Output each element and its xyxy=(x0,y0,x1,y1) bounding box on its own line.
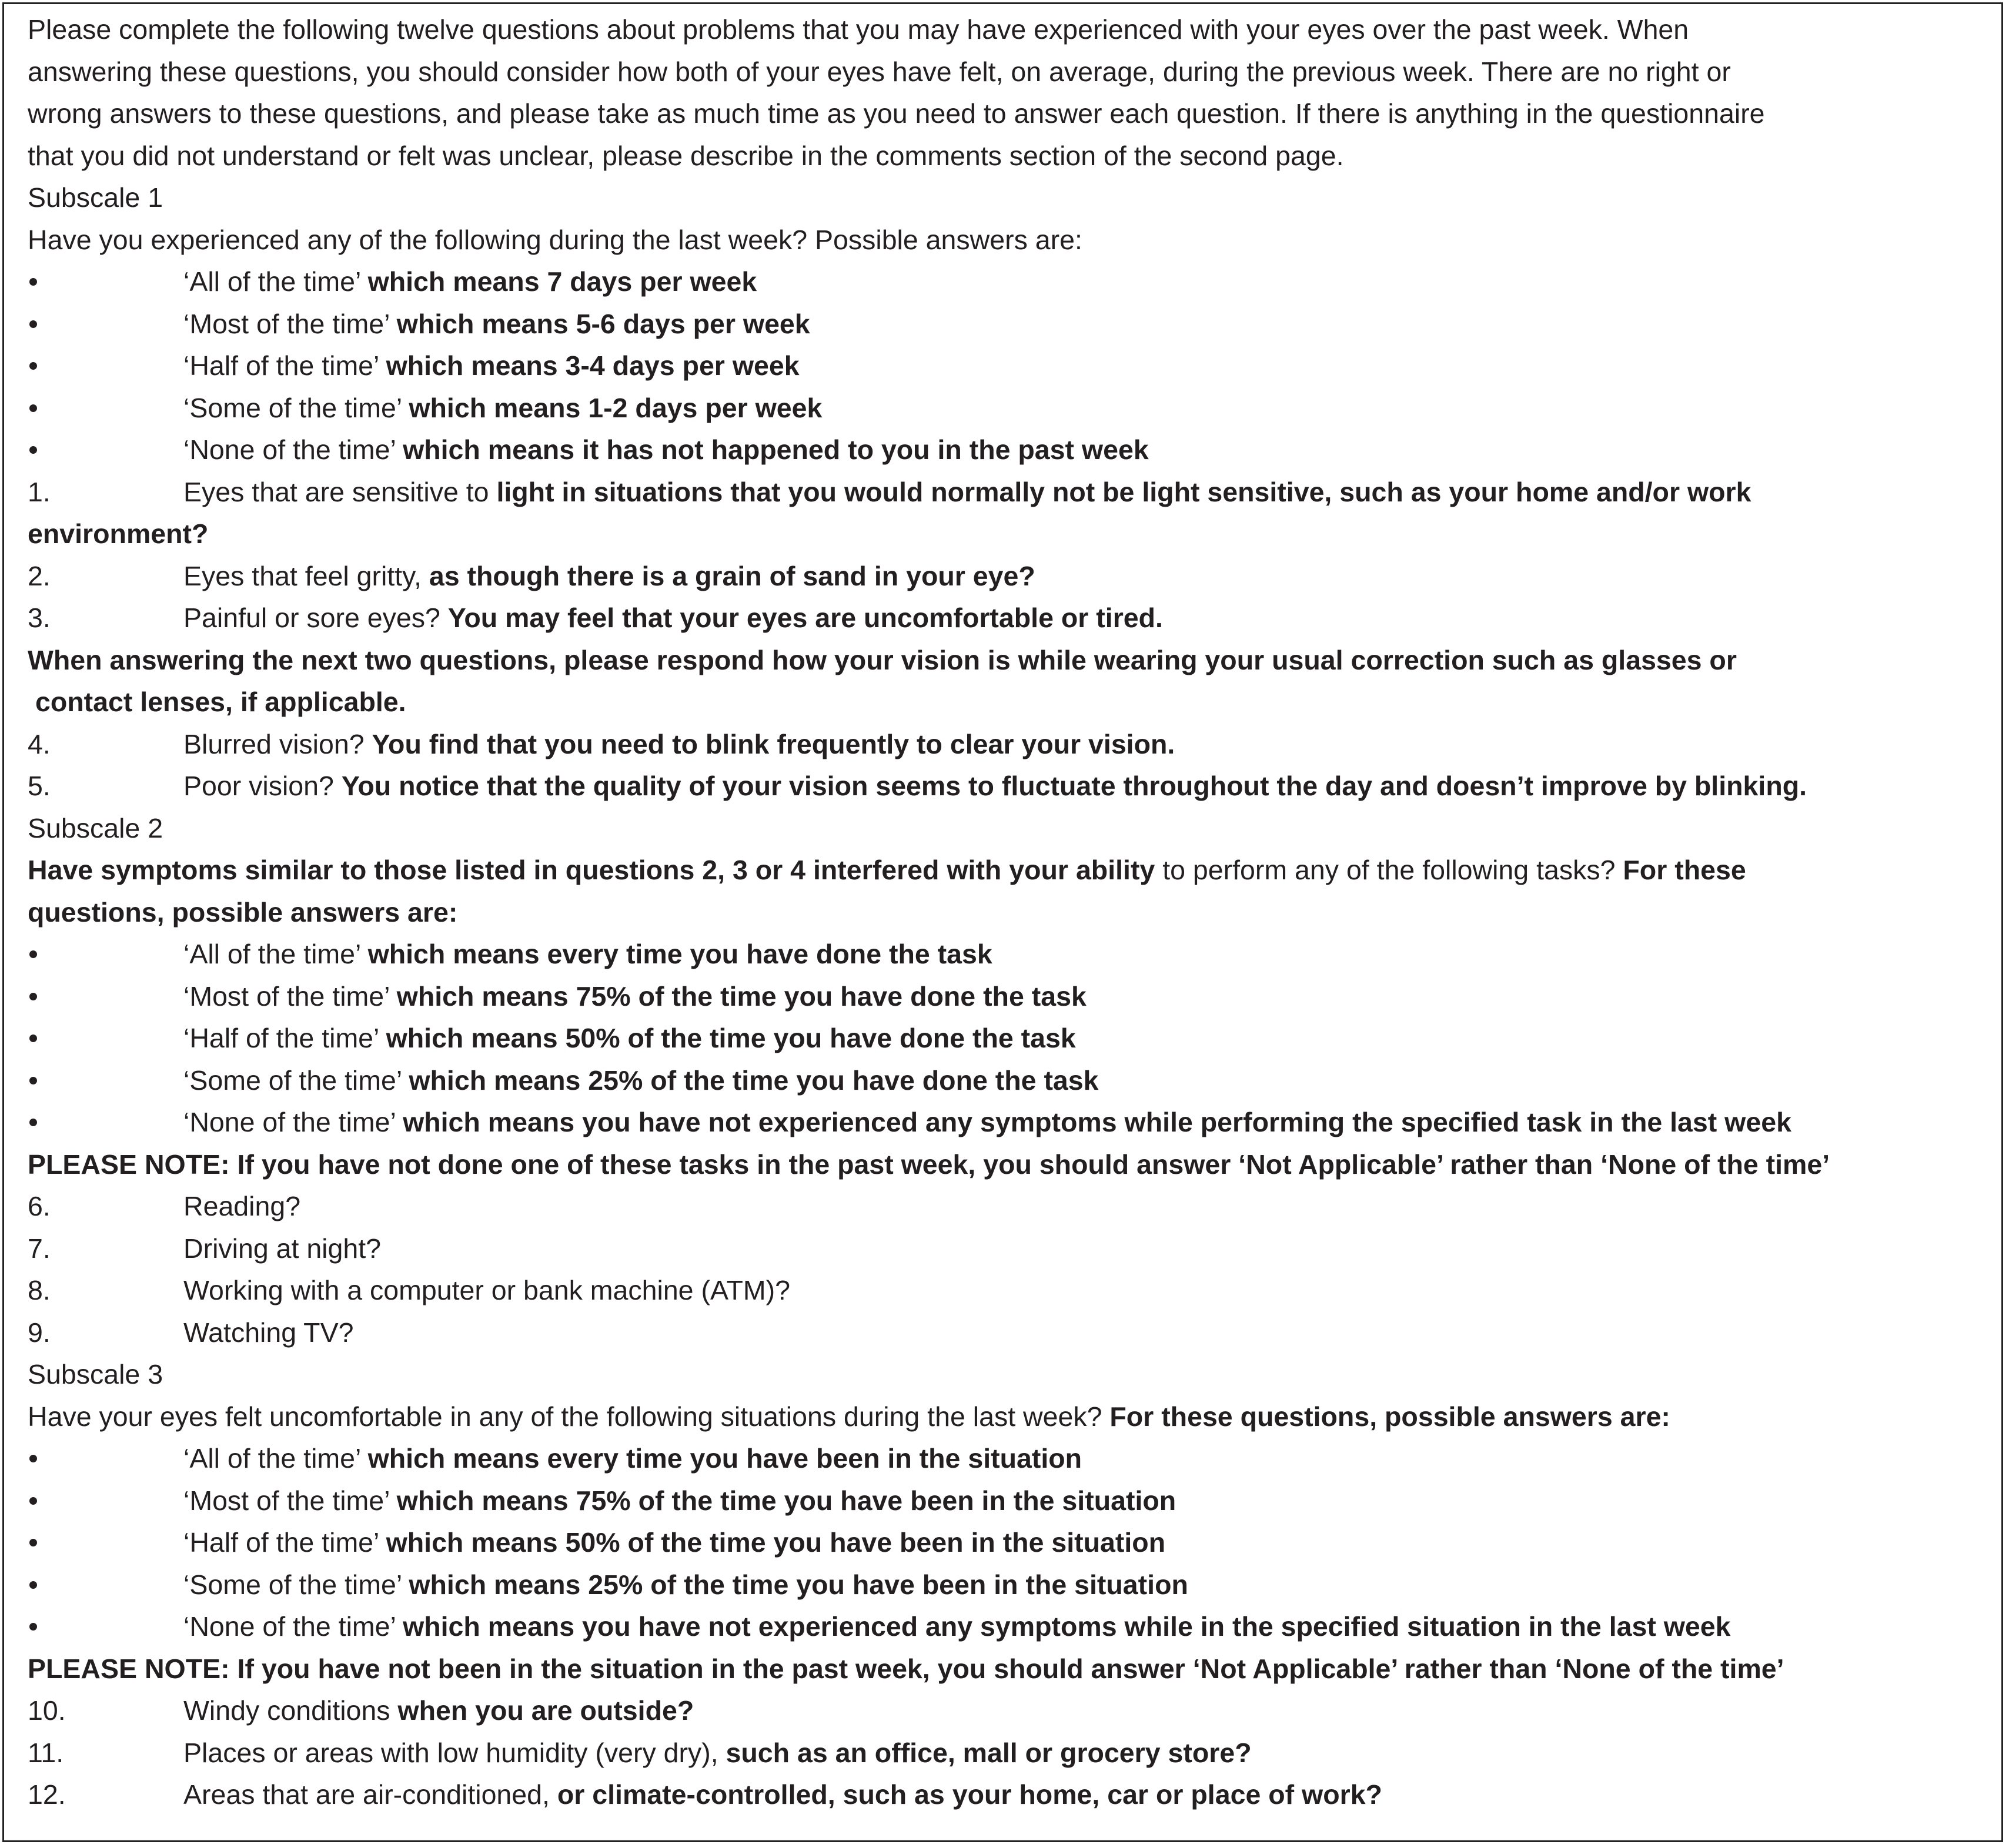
please-note-text: PLEASE NOTE: If you have not been in the situation in the past week, you should answer ‘Not Applicable’ rather than ‘None of the time’ xyxy=(28,1653,1784,1684)
question-number: 6. xyxy=(28,1191,51,1221)
subscale-3-option xyxy=(28,1564,1997,1606)
question-3 xyxy=(28,597,1997,640)
intro-line-3: wrong answers to these questions, and please take as much time as you need to answer each question. If there is anything in the questionnaire xyxy=(28,98,1765,129)
bullet-icon xyxy=(28,1438,183,1480)
option-meaning: which means you have not experienced any symptoms while in the specified situation in the last week xyxy=(403,1611,1731,1642)
subscale-1-option xyxy=(28,303,1997,346)
bullet-icon xyxy=(28,1522,183,1564)
question-emphasis: light in situations that you would normally not be light sensitive, such as your home and/or work xyxy=(496,476,1751,507)
option-label: ‘Half of the time’ xyxy=(183,1023,379,1053)
option-label: ‘None of the time’ xyxy=(183,1611,396,1642)
option-label: ‘Some of the time’ xyxy=(183,1064,402,1096)
question-number: 4. xyxy=(28,728,51,759)
vision-note-text: When answering the next two questions, please respond how your vision is while wearing your usual correction such as glasses or xyxy=(28,644,1737,675)
prompt-text: to perform any of the following tasks? xyxy=(1155,855,1623,885)
option-meaning: which means 7 days per week xyxy=(367,266,757,297)
option-meaning: which means 75% of the time you have done the task xyxy=(396,980,1087,1012)
subscale-2-option xyxy=(28,1060,1997,1102)
intro-line-4: that you did not understand or felt was unclear, please describe in the comments section of the second page. xyxy=(28,140,1344,171)
prompt-emphasis: For these xyxy=(1623,855,1746,885)
question-1-continuation xyxy=(28,513,1997,555)
bullet-icon xyxy=(28,1102,183,1144)
question-8 xyxy=(28,1270,1997,1312)
prompt-text: Have your eyes felt uncomfortable in any of the following situations during the last week? xyxy=(28,1401,1110,1432)
question-2 xyxy=(28,555,1997,598)
prompt-emphasis: Have symptoms similar to those listed in questions 2, 3 or 4 interfered with your ability xyxy=(28,855,1155,885)
question-text: Places or areas with low humidity (very dry), xyxy=(183,1737,726,1768)
question-text: Blurred vision? xyxy=(183,728,372,759)
option-label: ‘Half of the time’ xyxy=(183,350,379,381)
option-meaning: which means every time you have done the task xyxy=(367,939,992,969)
option-meaning: which means 25% of the time you have done the task xyxy=(409,1064,1099,1096)
subscale-3-option xyxy=(28,1606,1997,1648)
intro-line-1: Please complete the following twelve questions about problems that you may have experienced with your eyes over the past week. When xyxy=(28,14,1689,45)
option-meaning: which means 3-4 days per week xyxy=(386,350,800,381)
option-label: ‘All of the time’ xyxy=(183,939,360,969)
question-12 xyxy=(28,1774,1997,1816)
question-emphasis: You may feel that your eyes are uncomfortable or tired. xyxy=(447,602,1163,633)
question-number: 10. xyxy=(28,1695,66,1726)
option-meaning: which means 5-6 days per week xyxy=(396,308,810,339)
bullet-icon xyxy=(28,1564,183,1606)
subscale-1-option xyxy=(28,429,1997,471)
subscale-1-title: Subscale 1 xyxy=(28,182,163,213)
bullet-icon xyxy=(28,1480,183,1522)
vision-note-line-1 xyxy=(28,640,1997,682)
question-4 xyxy=(28,724,1997,766)
option-label: ‘All of the time’ xyxy=(183,1443,360,1474)
question-text: Painful or sore eyes? xyxy=(183,602,448,633)
bullet-icon xyxy=(28,303,183,346)
subscale-3-prompt xyxy=(28,1396,1997,1438)
question-text: Windy conditions xyxy=(183,1695,398,1726)
bullet-icon xyxy=(28,387,183,430)
bullet-icon xyxy=(28,976,183,1018)
subscale-2-option xyxy=(28,1102,1997,1144)
option-label: ‘Most of the time’ xyxy=(183,308,389,339)
question-1 xyxy=(28,471,1997,514)
question-number: 11. xyxy=(28,1737,64,1768)
option-label: ‘None of the time’ xyxy=(183,434,396,465)
option-meaning: which means it has not happened to you in the past week xyxy=(403,434,1149,465)
option-meaning: which means you have not experienced any symptoms while performing the specified task in the last week xyxy=(403,1107,1791,1137)
vision-note-text: contact lenses, if applicable. xyxy=(35,687,406,717)
question-number: 7. xyxy=(28,1233,51,1264)
subscale-2-option xyxy=(28,1017,1997,1060)
question-emphasis: You find that you need to blink frequently to clear your vision. xyxy=(372,728,1175,759)
question-number: 1. xyxy=(28,476,51,507)
option-meaning: which means 75% of the time you have been in the situation xyxy=(396,1485,1176,1516)
vision-note-line-2 xyxy=(28,681,1997,724)
option-label: ‘Some of the time’ xyxy=(183,1569,402,1600)
question-number: 2. xyxy=(28,560,51,591)
question-number: 12. xyxy=(28,1779,66,1810)
question-text: Areas that are air-conditioned, xyxy=(183,1779,557,1810)
question-7 xyxy=(28,1228,1997,1270)
question-text: Eyes that are sensitive to xyxy=(183,476,497,507)
bullet-icon xyxy=(28,345,183,387)
question-text: Eyes that feel gritty, xyxy=(183,560,429,591)
question-text: Working with a computer or bank machine (ATM)? xyxy=(183,1275,790,1305)
subscale-2-option xyxy=(28,976,1997,1018)
question-text: Driving at night? xyxy=(183,1233,382,1264)
bullet-icon xyxy=(28,429,183,471)
subscale-1-option xyxy=(28,345,1997,387)
subscale-1-option xyxy=(28,261,1997,303)
bullet-icon xyxy=(28,1606,183,1648)
subscale-3-option xyxy=(28,1522,1997,1564)
option-label: ‘All of the time’ xyxy=(183,266,360,297)
option-label: ‘Most of the time’ xyxy=(183,1485,389,1516)
question-text: Reading? xyxy=(183,1191,301,1221)
option-label: ‘Half of the time’ xyxy=(183,1527,379,1558)
option-meaning: which means 25% of the time you have been in the situation xyxy=(409,1569,1188,1600)
question-10 xyxy=(28,1690,1997,1732)
question-emphasis: when you are outside? xyxy=(397,1695,694,1726)
question-emphasis: or climate-controlled, such as your home, car or place of work? xyxy=(557,1779,1382,1810)
bullet-icon xyxy=(28,261,183,303)
questionnaire-content xyxy=(28,9,1997,1816)
please-note-text: PLEASE NOTE: If you have not done one of these tasks in the past week, you should answer ‘Not Applicable’ rather than ‘None of the time’ xyxy=(28,1149,1830,1180)
question-emphasis: You notice that the quality of your vision seems to fluctuate throughout the day and doesn’t improve by blinking. xyxy=(341,771,1807,801)
question-number: 8. xyxy=(28,1275,51,1305)
question-number: 3. xyxy=(28,602,51,633)
question-9 xyxy=(28,1312,1997,1354)
subscale-3-option xyxy=(28,1438,1997,1480)
question-11 xyxy=(28,1732,1997,1775)
bullet-icon xyxy=(28,1017,183,1060)
subscale-3-title: Subscale 3 xyxy=(28,1359,163,1390)
option-label: ‘Most of the time’ xyxy=(183,980,389,1012)
bullet-icon xyxy=(28,933,183,976)
question-number: 9. xyxy=(28,1317,51,1348)
option-label: ‘Some of the time’ xyxy=(183,392,402,423)
subscale-2-please-note xyxy=(28,1144,1997,1186)
prompt-emphasis: For these questions, possible answers are: xyxy=(1109,1401,1670,1432)
intro-line-2: answering these questions, you should consider how both of your eyes have felt, on average, during the previous week. There are no right or xyxy=(28,56,1731,87)
option-meaning: which means 50% of the time you have done the task xyxy=(386,1023,1076,1053)
question-text: Poor vision? xyxy=(183,771,342,801)
subscale-2-option xyxy=(28,933,1997,976)
subscale-2-prompt-line-1 xyxy=(28,849,1997,892)
option-meaning: which means 1-2 days per week xyxy=(409,392,823,423)
subscale-2-prompt-line-2 xyxy=(28,892,1997,934)
subscale-1-option xyxy=(28,387,1997,430)
subscale-1-prompt: Have you experienced any of the following during the last week? Possible answers are: xyxy=(28,224,1082,255)
question-5 xyxy=(28,765,1997,808)
questionnaire-frame xyxy=(2,2,2003,1842)
bullet-icon xyxy=(28,1060,183,1102)
question-emphasis: as though there is a grain of sand in your eye? xyxy=(429,560,1035,591)
option-meaning: which means every time you have been in the situation xyxy=(367,1443,1082,1474)
question-emphasis: environment? xyxy=(28,518,209,549)
question-emphasis: such as an office, mall or grocery store? xyxy=(726,1737,1252,1768)
question-number: 5. xyxy=(28,771,51,801)
option-meaning: which means 50% of the time you have been in the situation xyxy=(386,1527,1166,1558)
question-text: Watching TV? xyxy=(183,1317,354,1348)
prompt-emphasis: questions, possible answers are: xyxy=(28,896,458,928)
subscale-3-option xyxy=(28,1480,1997,1522)
subscale-3-please-note xyxy=(28,1648,1997,1690)
question-6 xyxy=(28,1186,1997,1228)
subscale-2-title: Subscale 2 xyxy=(28,812,163,843)
option-label: ‘None of the time’ xyxy=(183,1107,396,1137)
